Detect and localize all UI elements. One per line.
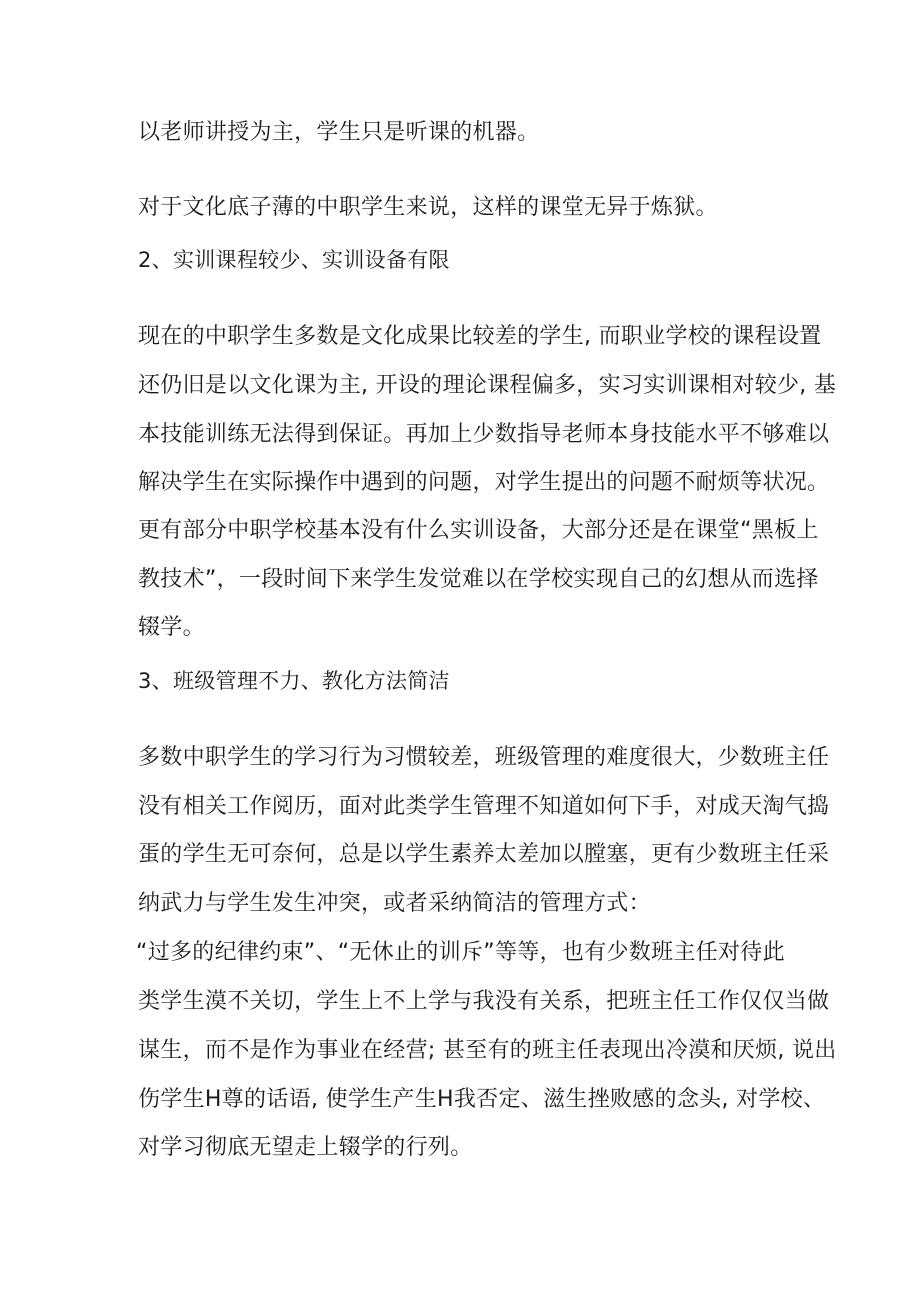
paragraph-line: 没有相关工作阅历，面对此类学生管理不知道如何下手，对成天淘气捣 bbox=[138, 794, 830, 819]
paragraph-line: 现在的中职学生多数是文化成果比较差的学生, 而职业学校的课程设置 bbox=[138, 324, 822, 349]
paragraph-line: 纳武力与学生发生冲突，或者采纳简洁的管理方式： bbox=[138, 891, 651, 916]
paragraph-line: 以老师讲授为主，学生只是听课的机器。 bbox=[138, 120, 540, 145]
paragraph-line: 蛋的学生无可奈何，总是以学生素养太差加以膛塞，更有少数班主任采 bbox=[138, 842, 830, 867]
paragraph-line: 还仍旧是以文化课为主, 开设的理论课程偏多，实习实训课相对较少, 基 bbox=[138, 373, 837, 398]
section-heading: 2、实训课程较少、实训设备有限 bbox=[138, 248, 450, 272]
paragraph-line: 解决学生在实际操作中遇到的问题，对学生提出的问题不耐烦等状况。 bbox=[138, 470, 830, 495]
paragraph-line: “过多的纪律约束”、“无休止的训斥”等等，也有少数班主任对待此 bbox=[136, 940, 785, 965]
paragraph-line: 对学习彻底无望走上辍学的行列。 bbox=[138, 1135, 473, 1160]
paragraph-line: 伤学生H尊的话语, 使学生产生H我否定、滋生挫败感的念头, 对学校、 bbox=[138, 1087, 826, 1112]
paragraph-line: 对于文化底子薄的中职学生来说，这样的课堂无异于炼狱。 bbox=[138, 195, 718, 220]
paragraph-line: 教技术”，一段时间下来学生发觉难以在学校实现自己的幻想从而选择 bbox=[138, 567, 819, 592]
section-heading: 3、班级管理不力、教化方法简洁 bbox=[138, 669, 450, 693]
paragraph-line: 多数中职学生的学习行为习惯较差，班级管理的难度很大，少数班主任 bbox=[138, 745, 830, 770]
paragraph-line: 本技能训练无法得到保证。再加上少数指导老师本身技能水平不够难以 bbox=[138, 422, 830, 447]
paragraph-line: 更有部分中职学校基本没有什么实训设备，大部分还是在课堂“黑板上 bbox=[138, 518, 819, 543]
paragraph-line: 类学生漠不关切，学生上不上学与我没有关系，把班主任工作仅仅当做 bbox=[138, 989, 830, 1014]
paragraph-line: 谋生，而不是作为事业在经营; 甚至有的班主任表现出冷漠和厌烦, 说出 bbox=[138, 1038, 837, 1063]
paragraph-line: 辍学。 bbox=[138, 615, 205, 640]
